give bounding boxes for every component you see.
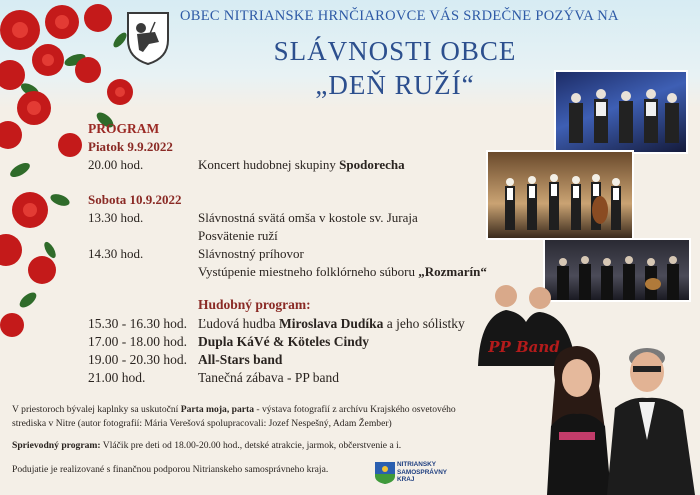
row-desc: Tanečná zábava - PP band: [198, 370, 339, 385]
village-crest-icon: [125, 10, 171, 66]
duo-singers-photo: [535, 330, 700, 495]
row-desc: Ľudová hudba Miroslava Dudíka a jeho sólistky: [198, 316, 465, 331]
music-program-heading: Hudobný program:: [198, 297, 311, 312]
row-time: 15.30 - 16.30 hod.: [88, 316, 187, 331]
row-time: 17.00 - 18.00 hod.: [88, 334, 187, 349]
saturday-label: Sobota 10.9.2022: [88, 192, 182, 207]
event-title-line2: „DEŇ RUŽÍ“: [315, 70, 475, 100]
invite-line: OBEC NITRIANSKE HRNČIAROVCE VÁS SRDEČNE POZÝVA NA: [180, 8, 619, 24]
row-time: 21.00 hod.: [88, 370, 146, 385]
nitra-region-logo-text: NITRIANSKY SAMOSPRÁVNY KRAJ: [397, 461, 448, 483]
row-time: 13.30 hod.: [88, 210, 144, 225]
row-desc: Slávnostná svätá omša v kostole sv. Juraja: [198, 210, 418, 225]
row-time: 19.00 - 20.30 hod.: [88, 352, 187, 367]
photo-band-folk: [486, 150, 634, 240]
pp-band-logo-text: PP Band: [488, 338, 560, 356]
row-desc: Koncert hudobnej skupiny Spodorecha: [198, 157, 405, 172]
program-heading: PROGRAM: [88, 121, 160, 136]
row-desc: Slávnostný príhovor: [198, 246, 304, 261]
row-desc: Vystúpenie miestneho folklórneho súboru „Rozmarín“: [198, 264, 487, 279]
row-desc: Dupla KáVé & Köteles Cindy: [198, 334, 370, 349]
row-desc: Posvätenie ruží: [198, 228, 278, 243]
row-time: 20.00 hod.: [88, 157, 144, 172]
row-desc: All-Stars band: [198, 352, 283, 367]
exhibition-note-credits: strediska v Nitre (autor fotografií: Mária Verešová spolupracovali: Jozef Nespešný, Adam Žember): [12, 418, 392, 429]
event-title-line1: SLÁVNOSTI OBCE: [273, 36, 517, 66]
nitra-region-logo-icon: [374, 461, 396, 485]
sponsor-note: Podujatie je realizované s finančnou podporou Nitrianskeho samosprávneho kraja.: [12, 464, 329, 475]
exhibition-note: V priestoroch bývalej kaplnky sa uskutoční Parta moja, parta - výstava fotografií z archívu Krajského osvetového: [12, 404, 456, 415]
friday-label: Piatok 9.9.2022: [88, 139, 173, 154]
photo-band-spodorecha: [554, 70, 688, 154]
side-program-note: Sprievodný program: Vláčik pre deti od 18.00-20.00 hod., detské atrakcie, jarmok, občerstvenie a i.: [12, 440, 402, 451]
row-time: 14.30 hod.: [88, 246, 144, 261]
